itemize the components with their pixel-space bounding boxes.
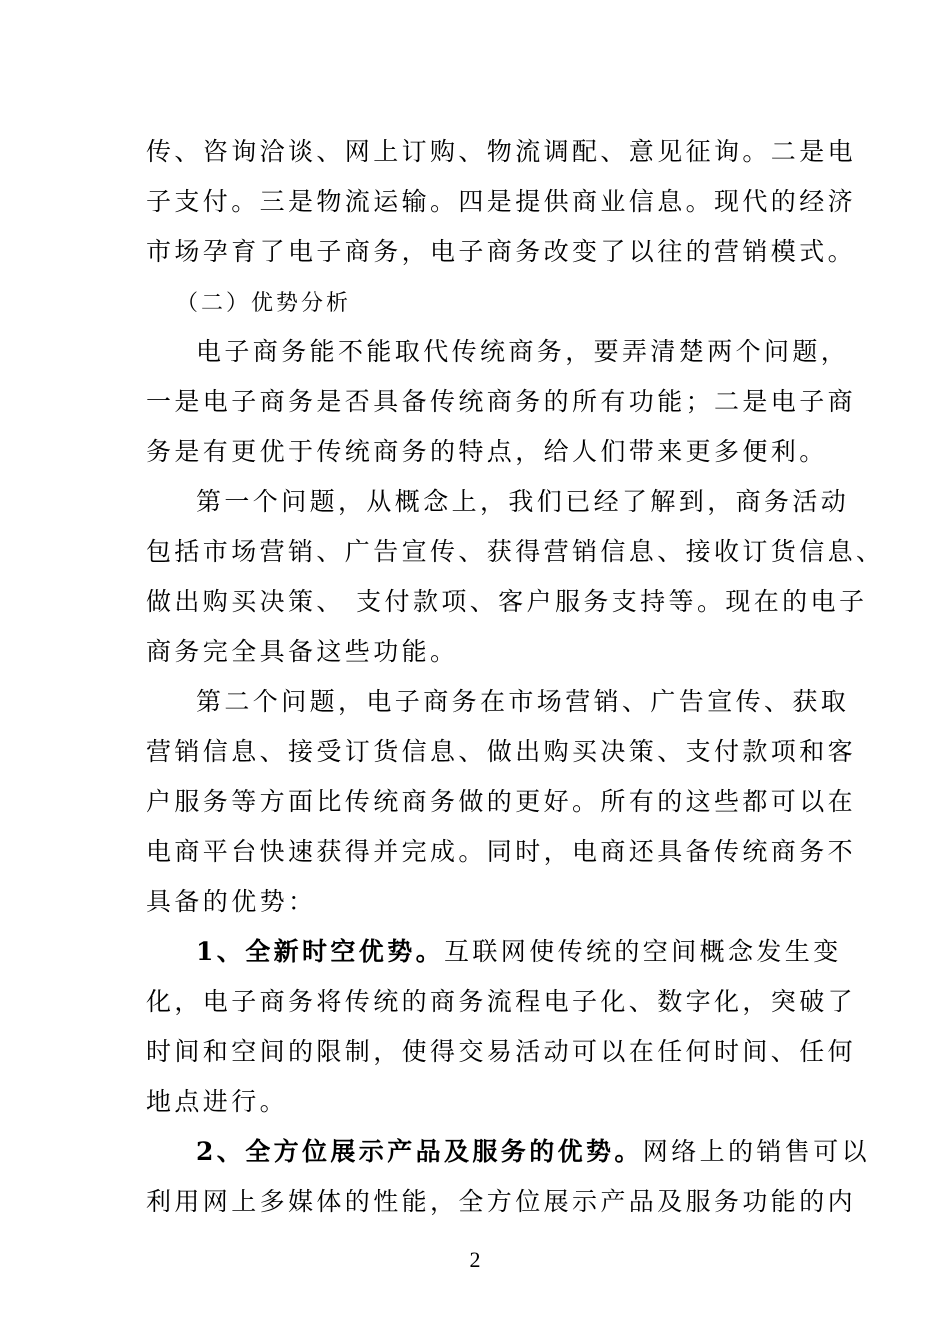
advantage-1-title: 1、全新时空优势。 xyxy=(196,937,444,966)
paragraph-line: 营销信息、接受订货信息、做出购买决策、支付款项和客 xyxy=(146,737,857,766)
advantage-1-text: 互联网使传统的空间概念发生变 xyxy=(444,937,842,966)
page-number: 2 xyxy=(469,1247,481,1272)
advantage-2-line xyxy=(196,1136,870,1168)
advantage-1-line xyxy=(196,936,856,968)
paragraph-line: 包括市场营销、广告宣传、获得营销信息、接收订货信息、 xyxy=(146,537,885,566)
paragraph-line: 地点进行。 xyxy=(146,1087,289,1116)
paragraph-line: 商务完全具备这些功能。 xyxy=(146,637,459,666)
paragraph-line: 具备的优势： xyxy=(146,887,317,916)
paragraph-line: 化，电子商务将传统的商务流程电子化、数字化，突破了 xyxy=(146,987,857,1016)
paragraph-line: 电商平台快速获得并完成。同时，电商还具备传统商务不 xyxy=(146,837,857,866)
paragraph-line: 务是有更优于传统商务的特点，给人们带来更多便利。 xyxy=(146,437,828,466)
paragraph-line: 做出购买决策、 支付款项、客户服务支持等。现在的电子 xyxy=(146,587,868,616)
paragraph-line: 市场孕育了电子商务，电子商务改变了以往的营销模式。 xyxy=(146,237,857,266)
paragraph-line: 子支付。三是物流运输。四是提供商业信息。现代的经济 xyxy=(146,187,857,216)
paragraph-line: 第二个问题，电子商务在市场营销、广告宣传、获取 xyxy=(196,687,850,716)
advantage-2-title: 2、全方位展示产品及服务的优势。 xyxy=(196,1137,643,1166)
paragraph-line: 传、咨询洽谈、网上订购、物流调配、意见征询。二是电 xyxy=(146,137,857,166)
paragraph-line: 利用网上多媒体的性能，全方位展示产品及服务功能的内 xyxy=(146,1187,857,1216)
paragraph-line: 电子商务能不能取代传统商务，要弄清楚两个问题， xyxy=(196,337,850,366)
section-heading: （二）优势分析 xyxy=(176,291,352,316)
paragraph-line: 时间和空间的限制，使得交易活动可以在任何时间、任何 xyxy=(146,1037,857,1066)
advantage-2-text: 网络上的销售可以 xyxy=(642,1137,870,1166)
paragraph-line: 一是电子商务是否具备传统商务的所有功能；二是电子商 xyxy=(146,387,857,416)
paragraph-line: 第一个问题，从概念上，我们已经了解到，商务活动 xyxy=(196,487,850,516)
paragraph-line: 户服务等方面比传统商务做的更好。所有的这些都可以在 xyxy=(146,787,857,816)
